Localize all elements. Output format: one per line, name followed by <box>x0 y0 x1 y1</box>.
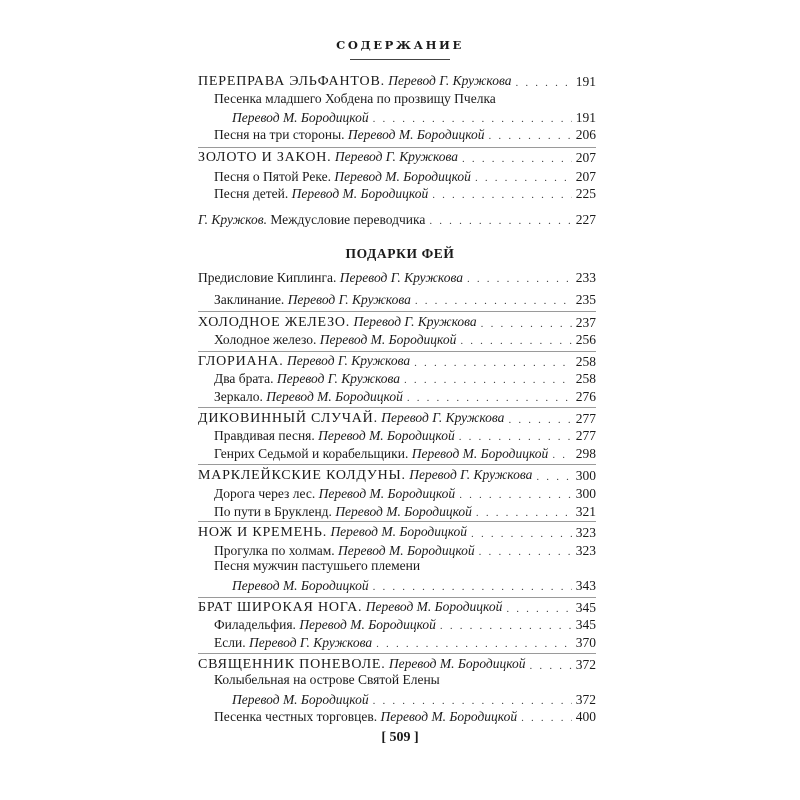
toc-entry <box>214 330 596 348</box>
entry-translator: Перевод Г. Кружкова <box>286 353 411 368</box>
entry-page: 300 <box>575 486 596 501</box>
entry-translator: Перевод М. Бородицкой <box>232 578 369 593</box>
page-header-title: СОДЕРЖАНИЕ <box>336 38 464 52</box>
toc-entry <box>214 707 596 725</box>
entry-page: 321 <box>575 504 596 519</box>
leader-dots <box>467 272 572 286</box>
entry-title: ЗОЛОТО И ЗАКОН. <box>198 150 332 165</box>
toc-entry <box>198 655 596 673</box>
leader-dots <box>475 171 572 185</box>
leader-dots <box>508 413 571 427</box>
leader-dots <box>476 506 572 520</box>
entry-translator: Перевод Г. Кружкова <box>339 270 463 285</box>
entry-page: 298 <box>575 446 596 461</box>
entry-title: Прогулка по холмам. <box>214 543 335 558</box>
entry-translator: Перевод Г. Кружкова <box>276 371 401 386</box>
entry-translator: Перевод М. Бородицкой <box>335 504 472 519</box>
separator-rule <box>198 407 596 408</box>
entry-title: СВЯЩЕННИК ПОНЕВОЛЕ. <box>198 657 386 672</box>
toc-entry <box>214 290 596 308</box>
toc-entry <box>214 125 596 143</box>
entry-title: Колыбельная на острове Святой Елены <box>214 672 440 687</box>
entry-translator: Перевод М. Бородицкой <box>411 446 549 461</box>
toc-entry <box>232 690 596 708</box>
leader-dots <box>536 470 571 484</box>
leader-dots <box>479 545 572 559</box>
toc-entry <box>232 576 596 594</box>
entry-translator: Перевод М. Бородицкой <box>299 617 436 632</box>
entry-page: 207 <box>575 169 596 184</box>
toc-entry <box>232 108 596 126</box>
toc-entry <box>198 210 596 228</box>
entry-title: Генрих Седьмой и корабельщики. <box>214 446 409 461</box>
entry-page: 370 <box>575 635 596 650</box>
entry-title: Холодное железо. <box>214 332 317 347</box>
leader-dots <box>459 430 572 444</box>
leader-dots <box>489 129 572 143</box>
entry-title: Предисловие Киплинга. <box>198 270 337 285</box>
entry-translator: Перевод М. Бородицкой <box>334 169 471 184</box>
entry-translator: Перевод М. Бородицкой <box>318 486 456 501</box>
entry-page: 235 <box>575 292 596 307</box>
toc-entry <box>214 672 596 690</box>
leader-dots <box>373 694 572 708</box>
toc-entry <box>198 352 596 370</box>
entry-page: 256 <box>575 332 596 347</box>
entry-title: Г. Кружков. <box>198 212 267 227</box>
leader-dots <box>471 527 572 541</box>
leader-dots <box>552 448 571 462</box>
leader-dots <box>376 637 572 651</box>
entry-page: 258 <box>575 371 596 386</box>
entry-page: 276 <box>575 389 596 404</box>
toc-entry <box>214 444 596 462</box>
leader-dots <box>462 152 572 166</box>
separator-rule <box>198 311 596 312</box>
entry-page: 323 <box>575 543 596 558</box>
entry-title: Песня мужчин пастушьего племени <box>214 558 421 573</box>
entry-title: Зеркало. <box>214 389 263 404</box>
toc-entry <box>214 91 596 109</box>
entry-translator: Перевод М. Бородицкой <box>380 709 518 724</box>
separator-rule <box>198 464 596 465</box>
entry-page: 207 <box>575 150 596 165</box>
entry-title: Дорога через лес. <box>214 486 316 501</box>
toc-entry <box>198 268 596 286</box>
entry-title: ХОЛОДНОЕ ЖЕЛЕЗО. <box>198 315 351 330</box>
entry-translator: Перевод М. Бородицкой <box>365 599 503 614</box>
toc-entry <box>214 484 596 502</box>
entry-title: НОЖ И КРЕМЕНЬ. <box>198 525 328 540</box>
leader-dots <box>459 488 572 502</box>
entry-title: Песня на три стороны. <box>214 127 345 142</box>
toc-entry <box>214 558 596 576</box>
entry-page: 323 <box>575 525 596 540</box>
entry-title: Заклинание. <box>214 292 285 307</box>
entry-translator: Перевод Г. Кружкова <box>381 410 505 425</box>
separator-rule <box>198 521 596 522</box>
toc-entry <box>198 598 596 616</box>
toc-entry <box>214 426 596 444</box>
toc-entry <box>198 148 596 166</box>
entry-page: 233 <box>575 270 596 285</box>
entry-translator: Перевод М. Бородицкой <box>338 543 475 558</box>
toc-entry <box>198 523 596 541</box>
leader-dots <box>415 294 572 308</box>
entry-page: 343 <box>575 578 596 593</box>
entry-page: 277 <box>575 411 596 426</box>
entry-translator: Перевод Г. Кружкова <box>388 73 512 88</box>
entry-translator: Перевод М. Бородицкой <box>232 692 369 707</box>
entry-title: По пути в Брукленд. <box>214 504 332 519</box>
entry-page: 372 <box>575 657 596 672</box>
toc-entry <box>198 313 596 331</box>
leader-dots <box>530 659 572 673</box>
toc-entry <box>214 369 596 387</box>
entry-translator: Перевод М. Бородицкой <box>318 428 455 443</box>
entry-page: 300 <box>575 468 596 483</box>
page-number: [ 509 ] <box>381 730 419 745</box>
entry-translator: Перевод Г. Кружкова <box>409 467 533 482</box>
entry-page: 227 <box>575 212 596 227</box>
toc-entry <box>214 167 596 185</box>
header-rule <box>350 59 450 60</box>
entry-translator: Перевод М. Бородицкой <box>232 110 369 125</box>
leader-dots <box>515 76 571 90</box>
leader-dots <box>373 580 572 594</box>
entry-translator: Перевод Г. Кружкова <box>248 635 373 650</box>
entry-title: Песня детей. <box>214 186 289 201</box>
leader-dots <box>460 334 571 348</box>
toc-entry <box>198 72 596 90</box>
entry-translator: Перевод М. Бородицкой <box>291 186 429 201</box>
toc-entry <box>214 502 596 520</box>
entry-page: 237 <box>575 315 596 330</box>
entry-title: Если. <box>214 635 246 650</box>
leader-dots <box>432 188 572 202</box>
leader-dots <box>414 356 572 370</box>
leader-dots <box>429 214 571 228</box>
entry-page: 191 <box>575 74 596 89</box>
entry-page: 345 <box>575 600 596 615</box>
entry-translator: Междусловие переводчика <box>270 212 426 227</box>
toc-entry <box>214 541 596 559</box>
entry-translator: Перевод М. Бородицкой <box>347 127 485 142</box>
entry-page: 345 <box>575 617 596 632</box>
entry-translator: Перевод М. Бородицкой <box>319 332 457 347</box>
entry-translator: Перевод Г. Кружкова <box>334 149 459 164</box>
entry-title: МАРКЛЕЙКСКИЕ КОЛДУНЫ. <box>198 468 406 483</box>
entry-translator: Перевод М. Бородицкой <box>330 524 468 539</box>
entry-title: ГЛОРИАНА. <box>198 354 284 369</box>
entry-page: 372 <box>575 692 596 707</box>
entry-translator: Перевод Г. Кружкова <box>287 292 411 307</box>
entry-title: Два брата. <box>214 371 274 386</box>
section-title: ПОДАРКИ ФЕЙ <box>345 246 455 261</box>
entry-title: Песенка честных торговцев. <box>214 709 378 724</box>
toc-entry <box>214 387 596 405</box>
entry-title: Песня о Пятой Реке. <box>214 169 331 184</box>
leader-dots <box>407 391 572 405</box>
entry-page: 400 <box>575 709 596 724</box>
entry-title: Филадельфия. <box>214 617 296 632</box>
entry-page: 258 <box>575 354 596 369</box>
entry-translator: Перевод М. Бородицкой <box>266 389 403 404</box>
toc-entry <box>198 409 596 427</box>
leader-dots <box>373 112 572 126</box>
leader-dots <box>481 317 572 331</box>
entry-translator: Перевод Г. Кружкова <box>353 314 477 329</box>
entry-title: Песенка младшего Хобдена по прозвищу Пчелка <box>214 91 496 106</box>
leader-dots <box>440 619 572 633</box>
entry-page: 206 <box>575 127 596 142</box>
entry-page: 225 <box>575 186 596 201</box>
toc-entry <box>214 615 596 633</box>
entry-title: БРАТ ШИРОКАЯ НОГА. <box>198 600 363 615</box>
entry-page: 277 <box>575 428 596 443</box>
entry-page: 191 <box>575 110 596 125</box>
entry-title: ПЕРЕПРАВА ЭЛЬФАНТОВ. <box>198 74 385 89</box>
entry-title: Правдивая песня. <box>214 428 315 443</box>
entry-translator: Перевод М. Бородицкой <box>388 656 526 671</box>
entry-title: ДИКОВИННЫЙ СЛУЧАЙ. <box>198 411 378 426</box>
leader-dots <box>404 373 572 387</box>
toc-entry <box>214 633 596 651</box>
toc-entry <box>198 466 596 484</box>
leader-dots <box>521 711 572 725</box>
separator-rule <box>198 653 596 654</box>
leader-dots <box>506 602 571 616</box>
toc-entry <box>214 184 596 202</box>
